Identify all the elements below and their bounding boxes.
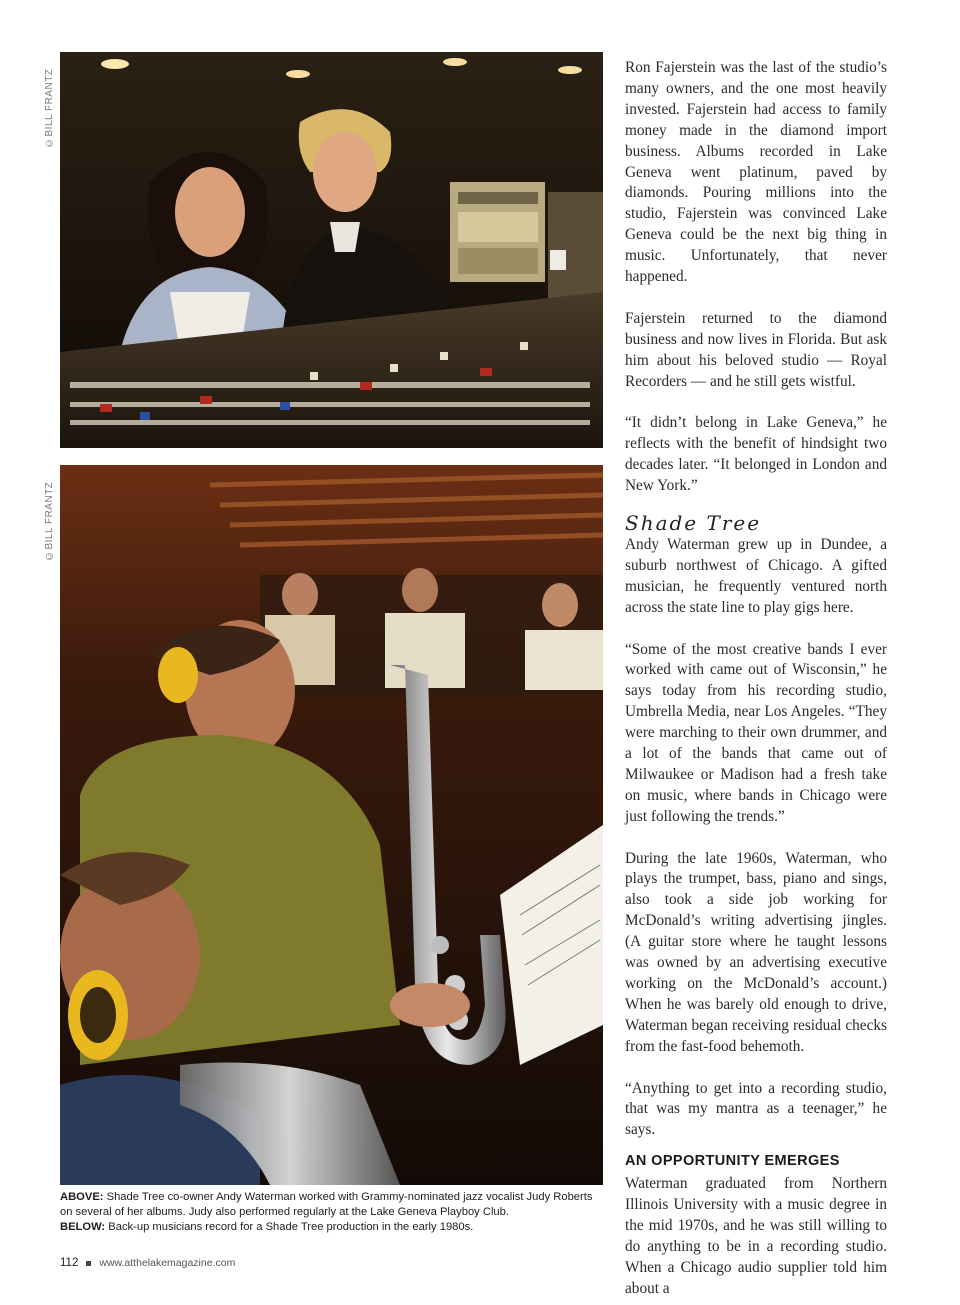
page-footer: [60, 1257, 235, 1269]
article-paragraph: Ron Fajerstein was the last of the studio’s many owners, and the one most heavily invested. Fajerstein had access to family money made in the diamond import business. Albums recorded in Lake Geneva went platinum, paved by diamonds. Pouring millions into the studio, Fajerstein was convinced Lake Geneva could be the next big thing in music. Unfortunately, that never happened.: [625, 59, 887, 286]
article-paragraph: Fajerstein returned to the diamond business and now lives in Florida. But ask him about his beloved studio — Royal Recorders — and he still gets wistful.: [625, 309, 887, 390]
caption-above-label: ABOVE:: [60, 1191, 104, 1203]
photo-caption: [60, 1190, 605, 1235]
photo-studio-console: [60, 52, 603, 448]
page-number: 112: [60, 1257, 79, 1269]
caption-above: [60, 1190, 605, 1220]
caption-below-text: Back-up musicians record for a Shade Tree production in the early 1980s.: [105, 1221, 474, 1233]
article-column: [625, 58, 887, 1300]
article-paragraph: “Some of the most creative bands I ever worked with came out of Wisconsin,” he says today from his recording studio, Umbrella Media, near Los Angeles. “They were marching to their own drummer, and a lot of the bands that came out of Milwaukee or Madison had a fresh take on music, where bands in Chicago were just following the trends.”: [625, 640, 887, 825]
photo-credit-top: ©BILL FRANTZ: [44, 68, 55, 148]
article-paragraph: Andy Waterman grew up in Dundee, a suburb northwest of Chicago. A gifted musician, he frequently ventured north across the state line to play gigs here.: [625, 536, 887, 616]
article-paragraph: “It didn’t belong in Lake Geneva,” he reflects with the benefit of hindsight two decades later. “It belonged in London and New York.”: [625, 414, 887, 495]
footer-url[interactable]: www.atthelakemagazine.com: [99, 1257, 236, 1269]
section-heading-opportunity: AN OPPORTUNITY EMERGES: [625, 1153, 840, 1170]
article-paragraph: “Anything to get into a recording studio, that was my mantra as a teenager,” he says.: [625, 1079, 887, 1139]
article-paragraph: Waterman graduated from Northern Illinois University with a music degree in the mid 1970s, and he was still willing to do anything to be in a recording studio. When a Chicago audio supplier told him about a: [625, 1175, 887, 1297]
photo-musicians-recording: [60, 465, 603, 1185]
caption-above-text: Shade Tree co-owner Andy Waterman worked with Grammy-nominated jazz vocalist Judy Roberts on several of her albums. Judy also performed regularly at the Lake Geneva Playboy Club.: [60, 1191, 593, 1218]
footer-square-icon: [86, 1261, 91, 1266]
photo-credit-bottom: ©BILL FRANTZ: [44, 481, 55, 561]
caption-below: [60, 1220, 605, 1235]
caption-below-label: BELOW:: [60, 1221, 106, 1233]
article-paragraph: During the late 1960s, Waterman, who plays the trumpet, bass, piano and sings, also took a side job working for McDonald’s writing advertising jingles. (A guitar store where he taught lessons was owned by an advertising executive working on the McDonald’s account.) When he was barely old enough to drive, Waterman began receiving residual checks from the fast-food behemoth.: [625, 849, 887, 1055]
section-heading-shade-tree: Shade Tree: [625, 511, 762, 535]
